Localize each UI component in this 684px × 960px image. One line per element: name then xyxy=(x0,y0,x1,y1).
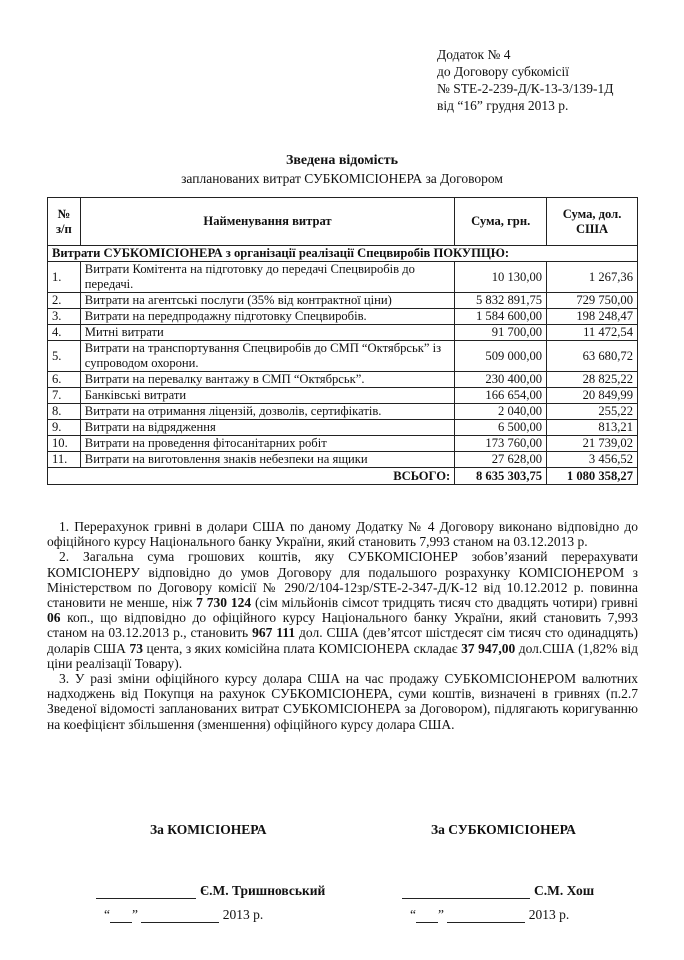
row-usd: 198 248,47 xyxy=(547,309,638,325)
left-signature-line xyxy=(96,883,325,899)
annex-block xyxy=(437,46,613,114)
note-2-text: дол. США (дев’ятсот шістдесят сім тисяч сто одинадцять) доларів США xyxy=(47,625,638,656)
document-title xyxy=(0,152,684,188)
left-signatory-name: Є.М. Тришновський xyxy=(200,883,326,898)
header-no: № з/п xyxy=(48,198,81,246)
table-row xyxy=(48,293,638,309)
row-uah: 1 584 600,00 xyxy=(455,309,547,325)
header-usd: Сума, дол. США xyxy=(547,198,638,246)
right-signature-blank xyxy=(402,885,530,899)
table-row xyxy=(48,372,638,388)
row-name: Витрати на транспортування Спецвиробів до СМП “Октябрськ” із супроводом охорони. xyxy=(80,341,454,372)
annex-number: Додаток № 4 xyxy=(437,47,511,62)
left-date-line xyxy=(104,907,263,923)
row-uah: 230 400,00 xyxy=(455,372,547,388)
note-2-text: дол.США (1,82% від ціни реалізації Товару). xyxy=(47,640,639,671)
row-no: 7. xyxy=(48,388,81,404)
row-no: 2. xyxy=(48,293,81,309)
row-usd: 63 680,72 xyxy=(547,341,638,372)
row-uah: 10 130,00 xyxy=(455,262,547,293)
title-main: Зведена відомість xyxy=(285,153,399,168)
row-no: 6. xyxy=(48,372,81,388)
total-label: ВСЬОГО: xyxy=(48,468,455,485)
row-usd: 255,22 xyxy=(547,404,638,420)
table-row xyxy=(48,341,638,372)
row-uah: 166 654,00 xyxy=(455,388,547,404)
row-name: Витрати на агентські послуги (35% від контрактної ціни) xyxy=(80,293,454,309)
total-uah: 8 635 303,75 xyxy=(455,468,547,485)
right-date-line xyxy=(410,907,569,923)
row-name: Витрати на передпродажну підготовку Спецвиробів. xyxy=(80,309,454,325)
right-date-month-blank xyxy=(447,910,525,923)
row-name: Витрати Комітента на підготовку до передачі Спецвиробів до передачі. xyxy=(80,262,454,293)
note-2 xyxy=(47,549,638,671)
right-signatory-header: За СУБКОМІСІОНЕРА xyxy=(431,822,576,837)
left-date-close-quote: ” xyxy=(132,907,138,922)
row-usd: 20 849,99 xyxy=(547,388,638,404)
note-2-text: цента, з яких комісійна плата КОМІСІОНЕРА складає xyxy=(142,640,462,656)
annex-date: від “16” грудня 2013 р. xyxy=(437,98,569,113)
note-2-text: 2. Загальна сума грошових коштів, яку СУБКОМІСІОНЕР зобов’язаний перерахувати КОМІСІОНЕРУ відповідно до умов Договору для подальшого розрахунку КОМІСІОНЕРОМ з Міністерством по Договору комісії № 290/2/104-12зр/STE-2-347-Д/К-12 від 10.12.2012 р. повинна становити не менше, ніж xyxy=(47,549,638,611)
right-date-day-blank xyxy=(416,910,438,923)
left-signatory-header: За КОМІСІОНЕРА xyxy=(150,822,267,837)
note-2-kopecks: 06 xyxy=(47,610,61,626)
row-usd: 813,21 xyxy=(547,420,638,436)
table-row xyxy=(48,262,638,293)
right-signatory-name: С.М. Хош xyxy=(534,883,595,898)
right-signature-line xyxy=(402,883,594,899)
row-uah: 27 628,00 xyxy=(455,452,547,468)
header-name: Найменування витрат xyxy=(80,198,454,246)
table-row xyxy=(48,420,638,436)
expenses-table xyxy=(47,197,638,485)
row-no: 8. xyxy=(48,404,81,420)
row-usd: 3 456,52 xyxy=(547,452,638,468)
row-no: 9. xyxy=(48,420,81,436)
note-3: 3. У разі зміни офіційного курсу долара США на час продажу СУБКОМІСІОНЕРОМ валютних надходжень від Покупця на рахунок СУБКОМІСІОНЕРА, суми коштів, визначені в гривнях (п.2.7 Зведеної відомості запланованих витрат СУБКОМІСІОНЕРА за Договором), підлягають коригуванню на коефіцієнт збільшення (зменшення) офіційного курсу долара США. xyxy=(47,671,638,732)
row-name: Митні витрати xyxy=(80,325,454,341)
row-usd: 1 267,36 xyxy=(547,262,638,293)
row-name: Витрати на проведення фітосанітарних робіт xyxy=(80,436,454,452)
table-row xyxy=(48,436,638,452)
right-date-year: 2013 р. xyxy=(528,907,570,922)
row-name: Витрати на отримання ліцензій, дозволів, сертифікатів. xyxy=(80,404,454,420)
notes-block xyxy=(47,519,638,732)
row-uah: 173 760,00 xyxy=(455,436,547,452)
table-row xyxy=(48,309,638,325)
row-no: 5. xyxy=(48,341,81,372)
note-2-cents: 73 xyxy=(129,640,143,656)
table-row xyxy=(48,325,638,341)
row-name: Витрати на перевалку вантажу в СМП “Октябрськ”. xyxy=(80,372,454,388)
row-name: Витрати на виготовлення знаків небезпеки на ящики xyxy=(80,452,454,468)
row-uah: 509 000,00 xyxy=(455,341,547,372)
right-date-open-quote: “ xyxy=(410,907,416,922)
row-no: 10. xyxy=(48,436,81,452)
row-no: 1. xyxy=(48,262,81,293)
row-uah: 2 040,00 xyxy=(455,404,547,420)
note-2-text: (сім мільйонів сімсот тридцять тисяч сто двадцять чотири) гривні xyxy=(251,595,638,611)
row-usd: 28 825,22 xyxy=(547,372,638,388)
annex-contract-ref: до Договору субкомісії xyxy=(437,64,570,79)
row-usd: 11 472,54 xyxy=(547,325,638,341)
row-uah: 5 832 891,75 xyxy=(455,293,547,309)
note-1: 1. Перерахунок гривні в долари США по даному Додатку № 4 Договору виконано відповідно до офіційного курсу Національного банку України, який становить 7,993 станом на 03.12.2013 р. xyxy=(47,519,638,550)
row-name: Банківські витрати xyxy=(80,388,454,404)
row-no: 3. xyxy=(48,309,81,325)
row-uah: 6 500,00 xyxy=(455,420,547,436)
total-usd: 1 080 358,27 xyxy=(547,468,638,485)
row-name: Витрати на відрядження xyxy=(80,420,454,436)
note-2-amount-uah: 7 730 124 xyxy=(196,595,252,611)
section-row xyxy=(48,246,638,262)
note-2-amount-usd: 967 111 xyxy=(252,625,296,641)
table-row xyxy=(48,404,638,420)
table-row xyxy=(48,388,638,404)
title-sub: запланованих витрат СУБКОМІСІОНЕРА за Договором xyxy=(181,171,503,186)
note-2-commission: 37 947,00 xyxy=(461,640,516,656)
left-date-open-quote: “ xyxy=(104,907,110,922)
left-signature-blank xyxy=(96,885,196,899)
annex-contract-number: № STE-2-239-Д/К-13-3/139-1Д xyxy=(437,81,614,96)
row-no: 4. xyxy=(48,325,81,341)
row-uah: 91 700,00 xyxy=(455,325,547,341)
left-date-month-blank xyxy=(141,910,219,923)
table-header-row xyxy=(48,198,638,246)
row-no: 11. xyxy=(48,452,81,468)
left-date-day-blank xyxy=(110,910,132,923)
row-usd: 729 750,00 xyxy=(547,293,638,309)
header-uah: Сума, грн. xyxy=(455,198,547,246)
right-date-close-quote: ” xyxy=(438,907,444,922)
row-usd: 21 739,02 xyxy=(547,436,638,452)
total-row xyxy=(48,468,638,485)
note-2-text: коп., що відповідно до офіційного курсу Національного банку України, який становить 7,993 станом на 03.12.2013 р., становить xyxy=(47,610,638,641)
left-date-year: 2013 р. xyxy=(222,907,264,922)
section-title: Витрати СУБКОМІСІОНЕРА з організації реалізації Спецвиробів ПОКУПЦЮ: xyxy=(48,246,638,262)
table-row xyxy=(48,452,638,468)
